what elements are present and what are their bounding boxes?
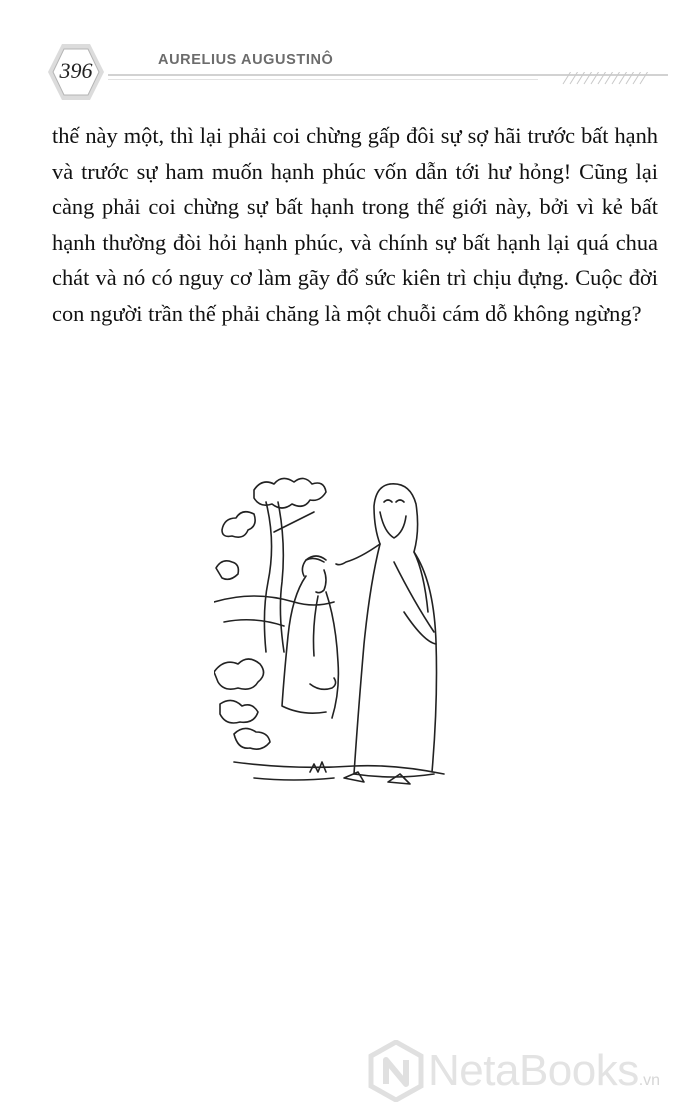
header-rule bbox=[108, 72, 668, 86]
page-header bbox=[0, 0, 700, 110]
page-number-badge bbox=[44, 40, 108, 104]
watermark bbox=[368, 1040, 688, 1110]
watermark-brand-name: NetaBooks bbox=[428, 1046, 639, 1095]
body-paragraph: thế này một, thì lại phải coi chừng gấp đôi sự sợ hãi trước bất hạnh và trước sự ham muốn hạnh phúc vốn dẫn tới hư hỏng! Cũng lại càng phải coi chừng sự bất hạnh trong thế giới này, bởi vì kẻ bất hạnh thường đòi hỏi hạnh phúc, và chính sự bất hạnh lại quá chua chát và nó có nguy cơ làm gãy đổ sức kiên trì chịu đựng. Cuộc đời con người trần thế phải chăng là một chuỗi cám dỗ không ngừng? bbox=[52, 123, 658, 326]
running-title: AURELIUS AUGUSTINÔ bbox=[158, 52, 334, 68]
page-number: 396 bbox=[59, 58, 93, 83]
watermark-brand bbox=[428, 1046, 660, 1096]
watermark-tld: .vn bbox=[638, 1072, 661, 1089]
netabooks-logo-icon bbox=[368, 1040, 424, 1102]
jesus-healing-illustration-icon bbox=[214, 472, 454, 802]
